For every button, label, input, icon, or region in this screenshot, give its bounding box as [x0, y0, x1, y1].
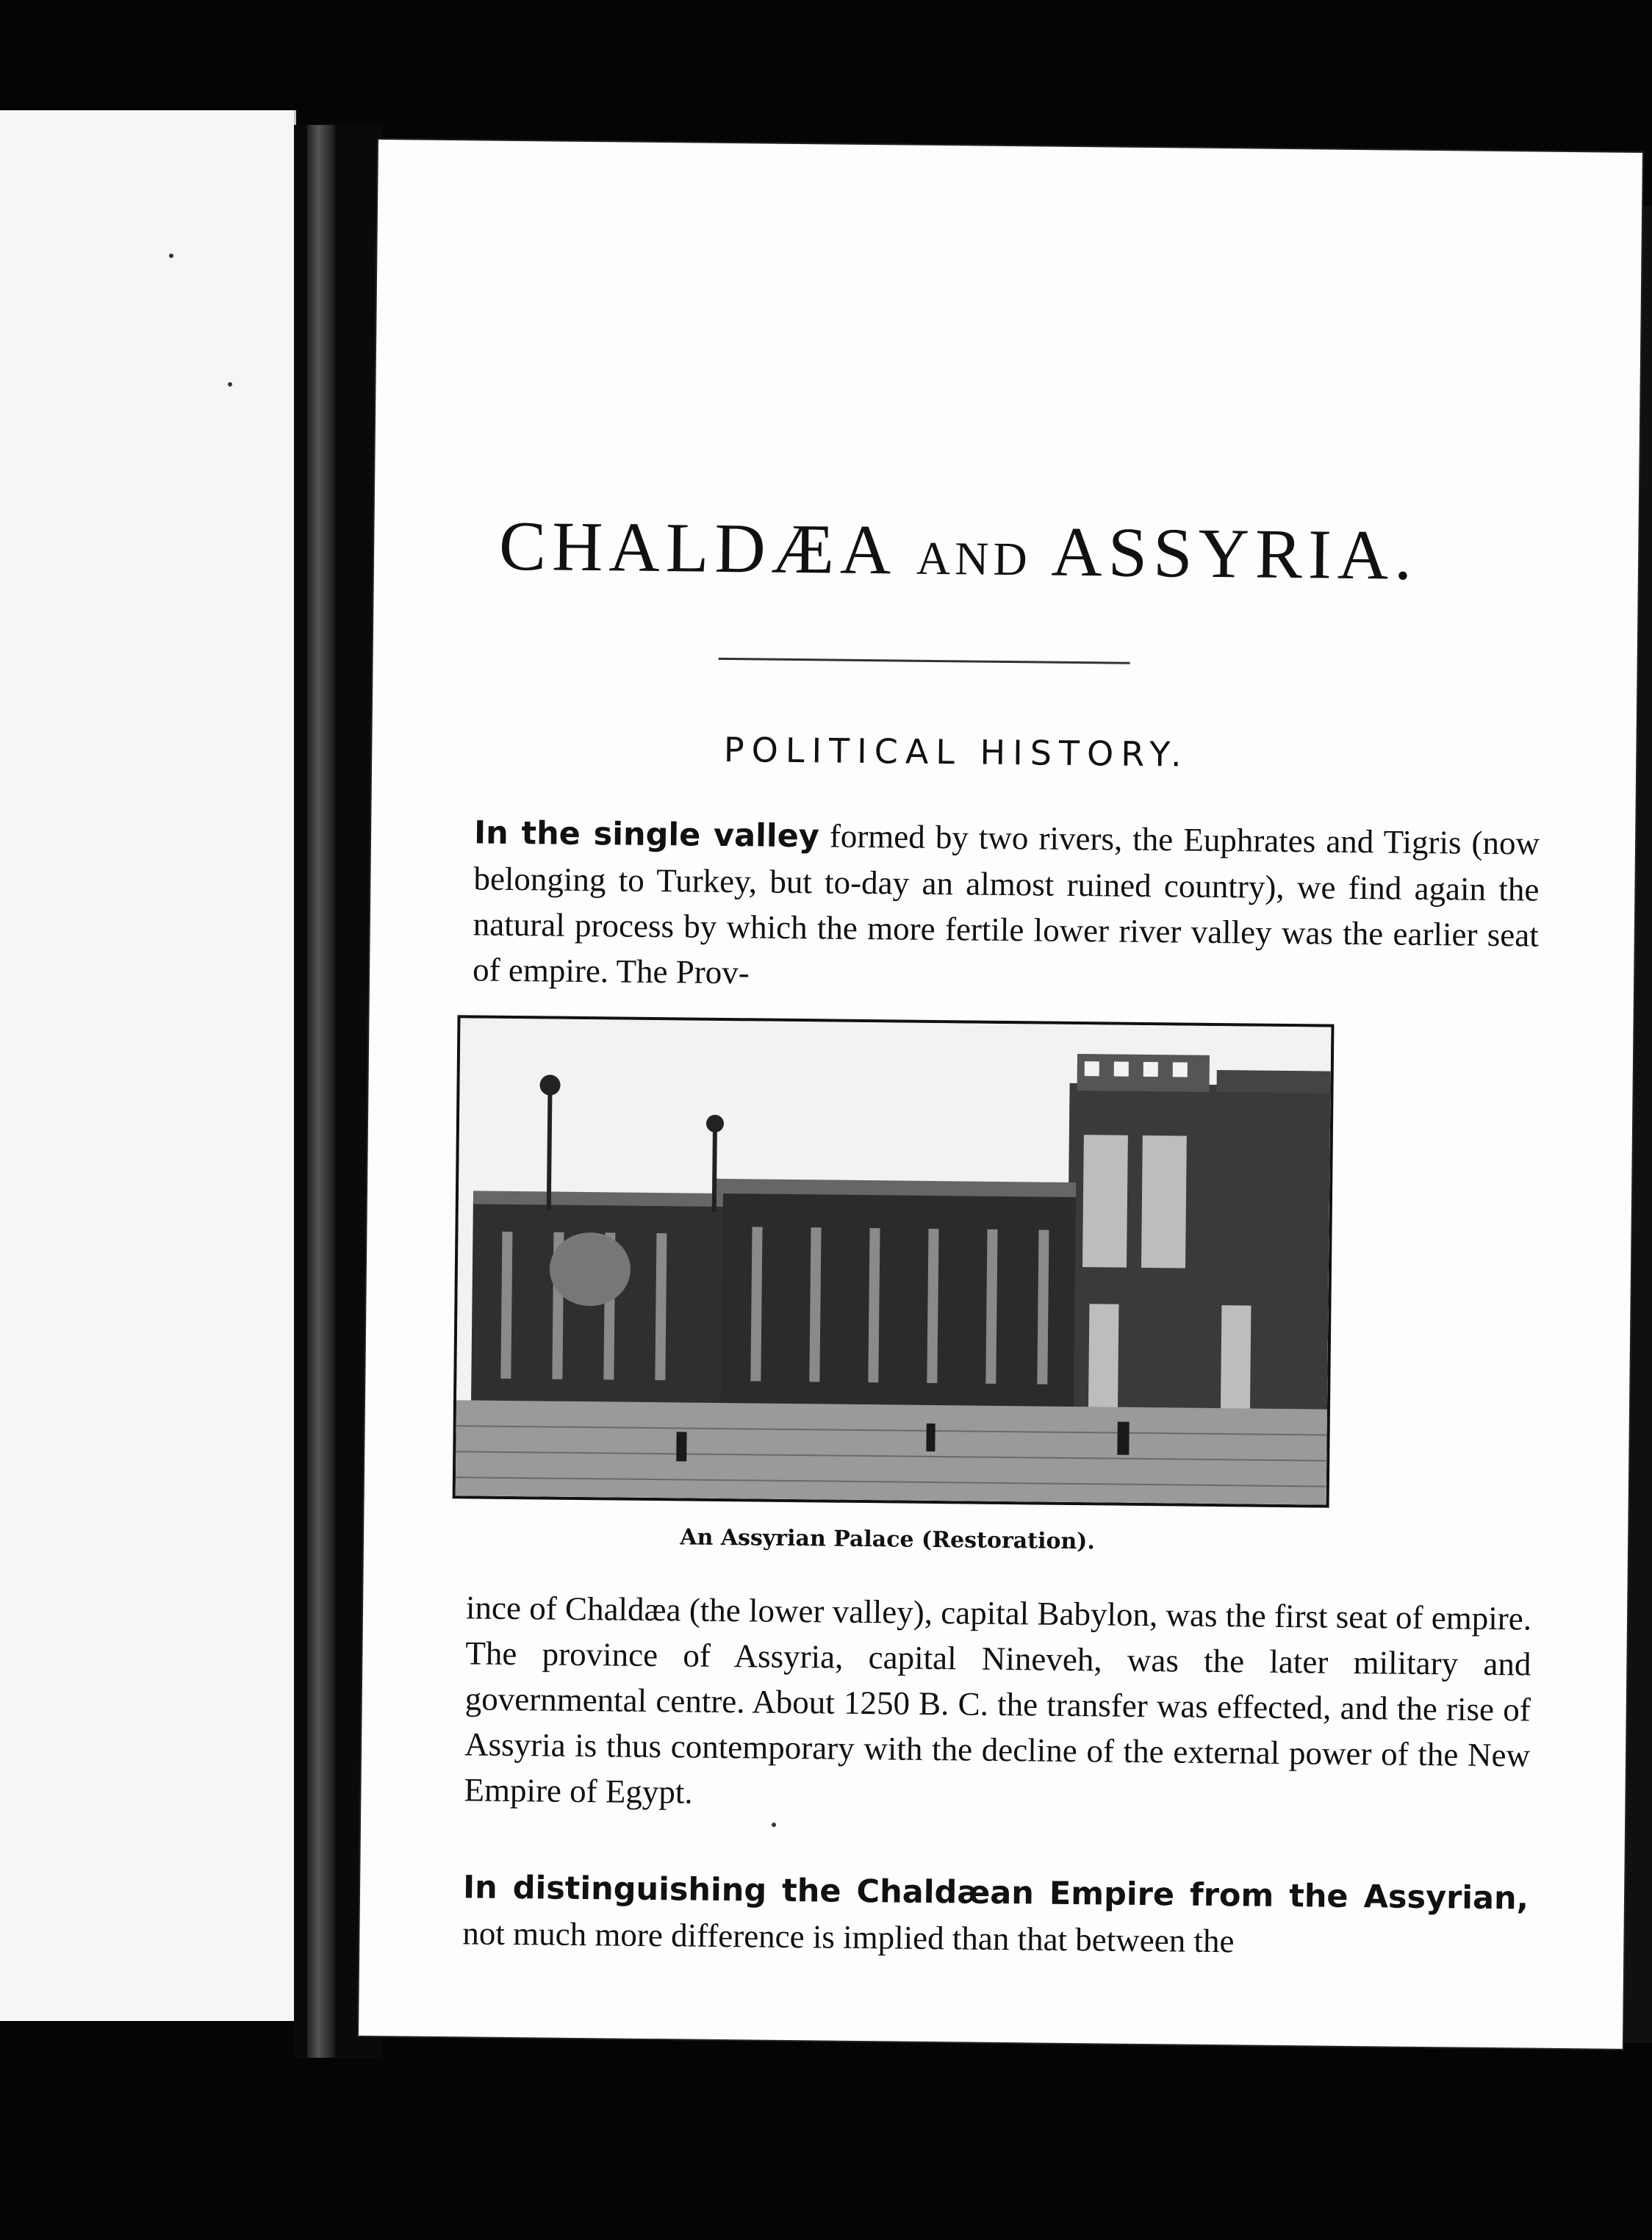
figure-caption: An Assyrian Palace (Restoration). — [680, 1524, 1096, 1555]
section-heading: POLITICAL HISTORY. — [723, 729, 1189, 775]
page-title — [418, 504, 1499, 597]
title-rule — [719, 658, 1130, 664]
palace-illustration — [453, 1015, 1335, 1507]
paragraph-1 — [473, 809, 1540, 1003]
book-page — [359, 140, 1642, 2049]
title-and: AND — [916, 531, 1032, 586]
paragraph-2: ince of Chaldæa (the lower valley), capital Babylon, was the first seat of empire. The province of Assyria, capital Nineveh, was the later military and governmental centre. About 1250 B. C. the transfer was effected, and the rise of Assyria is thus contemporary with the decline of the external power of the New Empire of Egypt. — [464, 1589, 1532, 1811]
paragraph-3-lead: In distinguishing the Chaldæan Empire from the Assyrian, — [462, 1869, 1529, 1917]
paragraph-3 — [462, 1864, 1529, 1967]
gutter-shadow — [307, 125, 335, 2058]
paragraph-1-text: formed by two rivers, the Euphrates and Tigris (now belonging to Turkey, but to-day an almost ruined country), we find again the natural process by which the more fertile lower river valley was the earlier seat of empire. The Prov- — [472, 817, 1540, 991]
scan-speck — [228, 382, 232, 387]
title-part1: CHALDÆA — [498, 506, 894, 589]
title-part2: ASSYRIA. — [1050, 511, 1418, 595]
scan-speck — [772, 1823, 776, 1827]
facing-page — [0, 110, 296, 2021]
paragraph-3-text: not much more difference is implied than that between the — [462, 1914, 1235, 1960]
paragraph-1-lead: In the single valley — [473, 814, 820, 855]
scan-speck — [169, 254, 173, 258]
